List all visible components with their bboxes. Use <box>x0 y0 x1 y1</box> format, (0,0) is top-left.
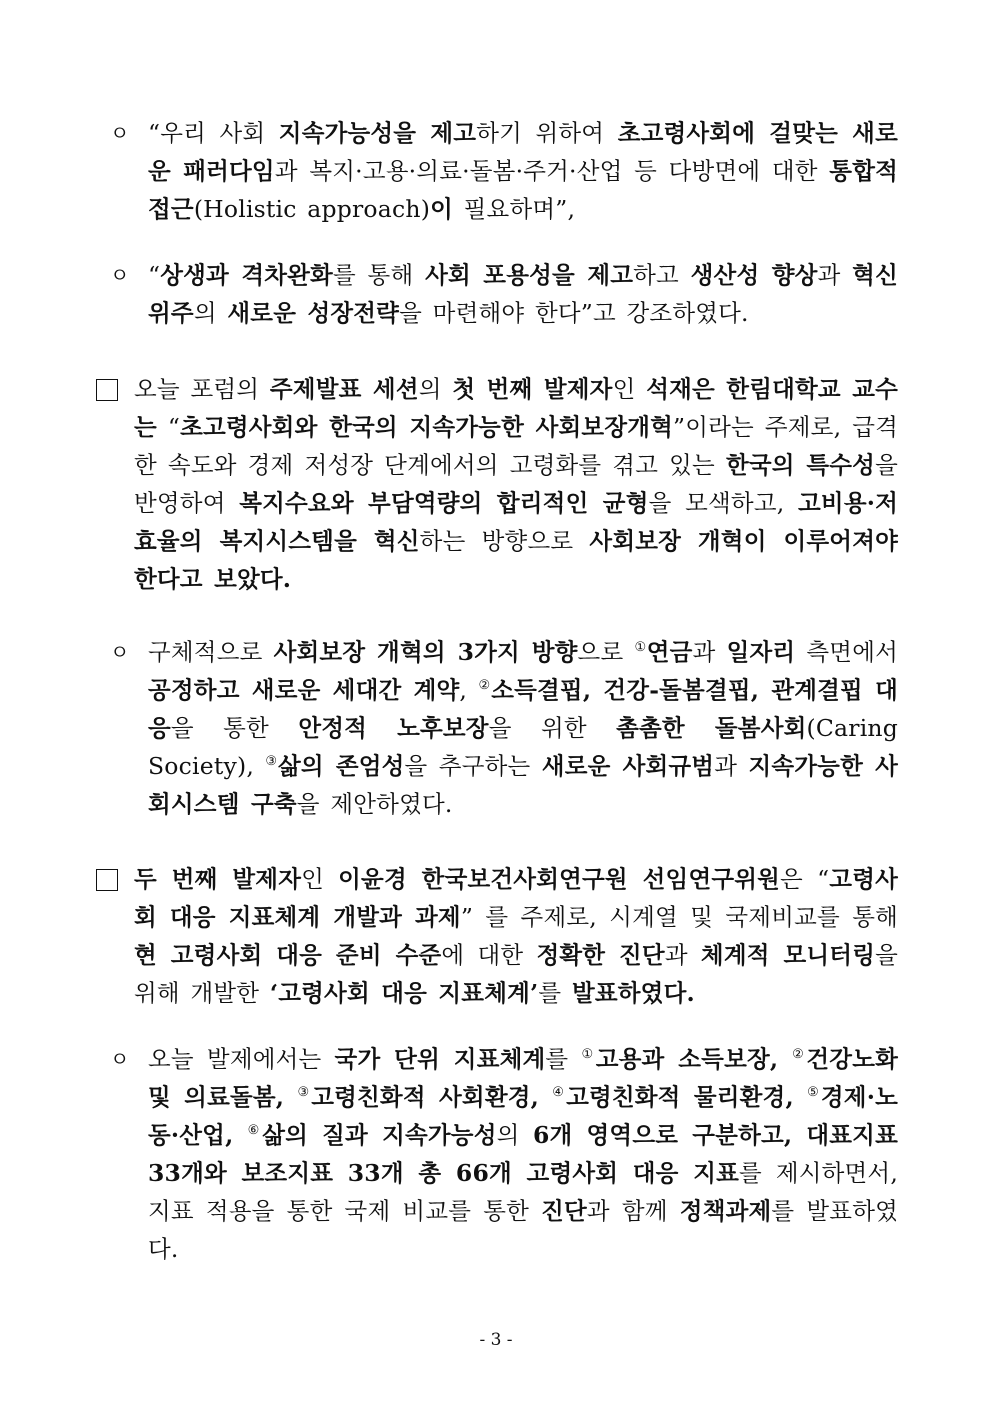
bold-segment: 건강노화 및 의료돌봄, <box>148 1045 899 1111</box>
bold-segment: 발표하였다. <box>571 979 695 1007</box>
bold-segment: 초고령사회와 한국의 지속가능한 사회보장개혁 <box>180 413 674 441</box>
bold-segment: 소득결핍, 건강-돌봄결핍, 관계결핍 대응 <box>148 676 899 742</box>
text-segment: 하고 <box>633 261 691 289</box>
bold-segment: 삶의 질과 지속가능성 <box>262 1121 497 1149</box>
text-segment: , <box>459 676 479 704</box>
text-segment: 과 <box>692 638 727 666</box>
bold-segment: 주제발표 세션 <box>269 375 419 403</box>
bold-segment: 두 번째 발제자 <box>134 865 302 893</box>
bold-segment: 연금 <box>646 638 693 666</box>
bold-segment: 초고령사회에 걸맞는 새로운 패러다임 <box>148 119 898 185</box>
circled-number: ③ <box>297 1085 312 1100</box>
text-segment: 과 함께 <box>586 1197 680 1225</box>
text-segment: 를 제시하면서, 지표 적용을 통한 국제 비교를 통한 <box>148 1159 899 1225</box>
text-segment: 인 <box>612 375 647 403</box>
text-segment: 으로 <box>577 638 635 666</box>
text-segment: 을 추구하는 <box>404 752 542 780</box>
bold-segment: 고령친화적 사회환경, <box>311 1083 553 1111</box>
circled-number: ⑥ <box>247 1123 263 1138</box>
circled-number: ⑤ <box>807 1085 821 1100</box>
text-segment: 과 <box>714 752 749 780</box>
paragraph-text <box>134 860 898 1012</box>
bullet-item-4 <box>110 1040 898 1268</box>
text-segment: (Holistic approach) <box>193 195 431 223</box>
text-segment: 을 모색하고, <box>648 489 799 517</box>
circle-bullet-icon: ㅇ <box>110 1047 130 1071</box>
bold-segment: 삶의 존엄성 <box>277 752 405 780</box>
text-segment: 은 “ <box>780 865 830 893</box>
text-segment: “ <box>148 261 161 289</box>
bold-segment: 이 <box>430 195 453 223</box>
bullet-item-1 <box>110 114 898 228</box>
paragraph-text <box>148 256 898 332</box>
bold-segment: 이윤경 한국보건사회연구원 선임연구위원 <box>338 865 781 893</box>
circled-number: ④ <box>552 1085 567 1100</box>
section-item-2 <box>96 860 898 1012</box>
text-segment: 을 반영하여 <box>134 451 898 517</box>
bold-segment: 경제·노동·산업, <box>148 1083 898 1149</box>
bold-segment: 공정하고 새로운 세대간 계약 <box>148 676 460 704</box>
section-item-1 <box>96 370 898 598</box>
bullet-item-2 <box>110 256 898 332</box>
bold-segment: 생산성 향상 <box>690 261 818 289</box>
bold-segment: 새로운 사회규범 <box>541 752 715 780</box>
circle-bullet-icon: ㅇ <box>110 640 130 664</box>
text-segment: 하는 방향으로 <box>419 527 590 555</box>
text-segment: 에 대한 <box>441 941 537 969</box>
bold-segment: 고령사회 대응 지표체계 개발과 과제 <box>134 865 898 931</box>
text-segment: 측면에서 <box>795 638 899 666</box>
bold-segment: 고령친화적 물리환경, <box>566 1083 808 1111</box>
bold-segment: 정확한 진단 <box>536 941 665 969</box>
bold-segment: ‘고령사회 대응 지표체계’ <box>269 979 539 1007</box>
text-segment: 를 <box>538 979 572 1007</box>
bold-segment: 사회보장 개혁의 3가지 방향 <box>273 638 578 666</box>
bold-segment: 사회보장 개혁이 이루어져야 한다고 보았다. <box>134 527 898 593</box>
text-segment: 를 통해 <box>332 261 426 289</box>
text-segment: 의 <box>193 299 228 327</box>
bold-segment: 한국의 특수성 <box>725 451 876 479</box>
text-segment: 과 복지·고용·의료·돌봄·주거·산업 등 다방면에 대한 <box>274 157 830 185</box>
text-segment: 오늘 발제에서는 <box>148 1045 335 1073</box>
text-segment: 과 <box>664 941 701 969</box>
text-segment: 하기 위하여 <box>476 119 618 147</box>
paragraph-text <box>134 370 898 598</box>
text-segment: ”이라는 주제로, 급격한 속도와 경제 저성장 단계에서의 고령화를 겪고 있는 <box>134 413 898 479</box>
text-segment: 구체적으로 <box>148 638 274 666</box>
text-segment: 을 위해 개발한 <box>134 941 899 1007</box>
text-segment: 를 <box>545 1045 582 1073</box>
bold-segment: 촘촘한 돌봄사회 <box>616 714 807 742</box>
bold-segment: 고용과 소득보장, <box>595 1045 793 1073</box>
bold-segment: 일자리 <box>726 638 796 666</box>
bold-segment: 현 고령사회 대응 준비 수준 <box>134 941 442 969</box>
bold-segment: 새로운 성장전략 <box>227 299 400 327</box>
page-number: - 3 - <box>479 1330 513 1350</box>
paragraph-text <box>148 1040 898 1268</box>
text-segment: 인 <box>301 865 339 893</box>
bullet-item-3 <box>110 633 898 823</box>
bold-segment: 정책과제 <box>679 1197 772 1225</box>
circle-bullet-icon: ㅇ <box>110 121 130 145</box>
text-segment: “우리 사회 <box>148 119 279 147</box>
text-segment: 의 <box>418 375 453 403</box>
text-segment: ” 를 주제로, 시계열 및 국제비교를 통해 <box>460 903 899 931</box>
bold-segment: 혁신 위주 <box>148 261 898 327</box>
bold-segment: 사회 포용성을 제고 <box>425 261 634 289</box>
text-segment: 을 통한 <box>170 714 299 742</box>
text-segment: 의 <box>496 1121 533 1149</box>
square-bullet-icon <box>96 869 118 891</box>
bold-segment: 통합적 접근 <box>148 157 898 223</box>
text-segment: 을 제안하였다. <box>296 790 453 818</box>
circle-bullet-icon: ㅇ <box>110 263 130 287</box>
bold-segment: 체계적 모니터링 <box>700 941 876 969</box>
circled-number: ② <box>478 678 492 693</box>
bold-segment: 국가 단위 지표체계 <box>334 1045 546 1073</box>
bold-segment: 첫 번째 발제자 <box>452 375 613 403</box>
square-bullet-icon <box>96 379 118 401</box>
bold-segment: 복지수요와 부담역량의 합리적인 균형 <box>239 489 649 517</box>
bold-segment: 지속가능성을 제고 <box>278 119 477 147</box>
circled-number: ① <box>581 1047 596 1062</box>
bold-segment: 6개 영역으로 구분하고, 대표지표 33개와 보조지표 33개 총 66개 고령사회 대응 지표 <box>148 1121 898 1187</box>
text-segment: 오늘 포럼의 <box>134 375 270 403</box>
circled-number: ③ <box>265 754 278 769</box>
paragraph-text <box>148 114 898 228</box>
text-segment: 을 마련해야 한다”고 강조하였다. <box>399 299 749 327</box>
bold-segment: 지속가능한 사회시스템 구축 <box>148 752 898 818</box>
bold-segment: 안정적 노후보장 <box>298 714 489 742</box>
text-segment: (Caring Society), <box>148 714 898 780</box>
bold-segment: 고비용·저효율의 복지시스템을 혁신 <box>134 489 899 555</box>
bold-segment: 상생과 격차완화 <box>160 261 333 289</box>
text-segment: 필요하며”, <box>452 195 576 223</box>
circled-number: ② <box>792 1047 807 1062</box>
text-segment: 을 위한 <box>488 714 617 742</box>
text-segment: “ <box>156 413 181 441</box>
text-segment: 과 <box>817 261 853 289</box>
bold-segment: 진단 <box>541 1197 587 1225</box>
paragraph-text <box>148 633 898 823</box>
circled-number: ① <box>634 640 647 655</box>
text-segment: 를 발표하였다. <box>148 1197 898 1263</box>
bold-segment: 석재은 한림대학교 교수는 <box>134 375 899 441</box>
